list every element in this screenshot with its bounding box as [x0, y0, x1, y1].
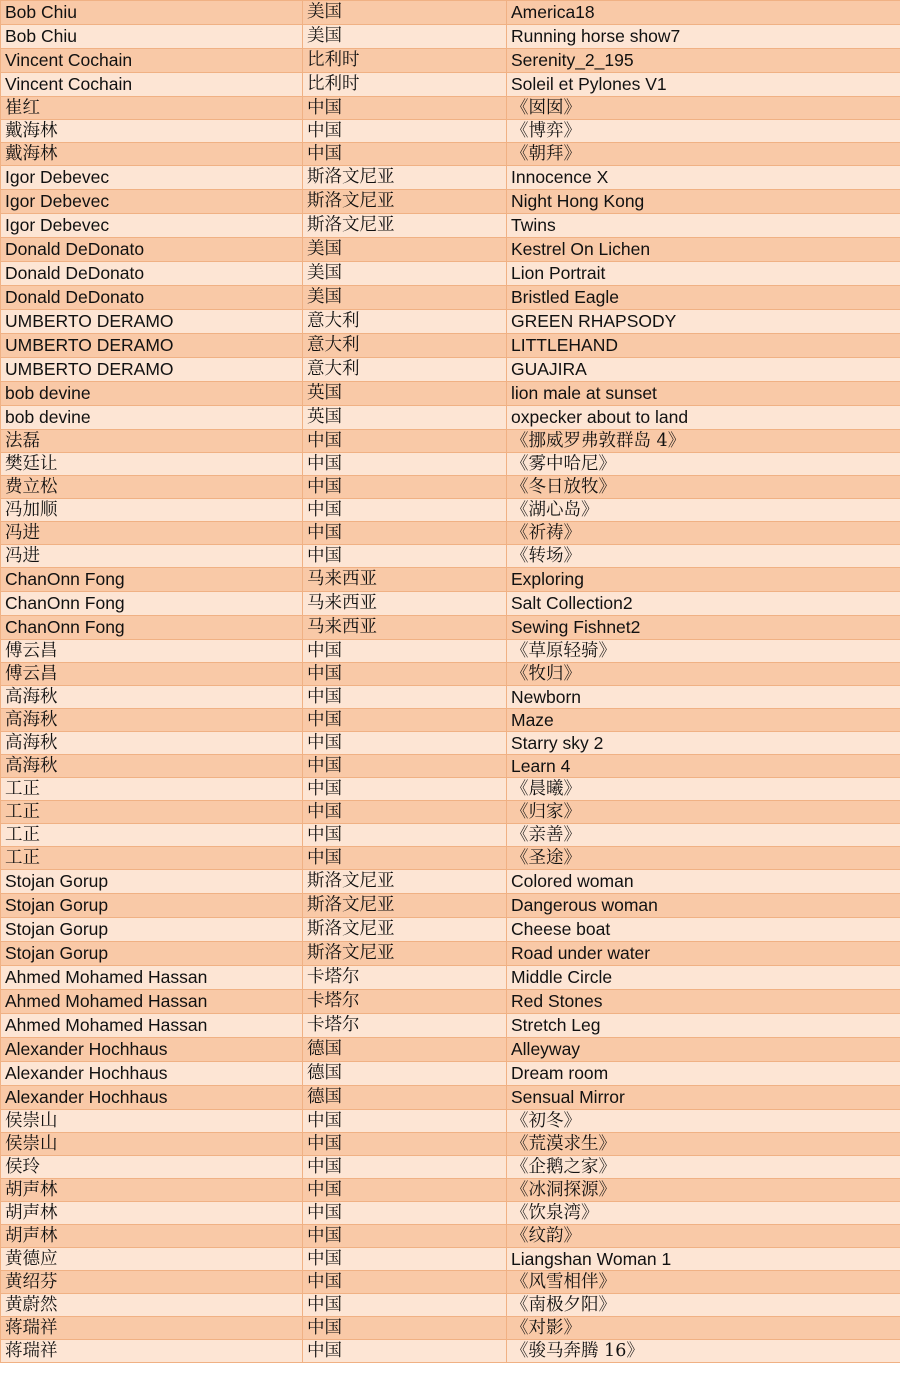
- title-cell: 《牧归》: [507, 663, 900, 686]
- author-cell: 傅云昌: [1, 640, 303, 663]
- title-cell: 《草原轻骑》: [507, 640, 900, 663]
- author-cell: Alexander Hochhaus: [1, 1086, 303, 1110]
- country-cell: 德国: [303, 1038, 507, 1062]
- country-cell: 美国: [303, 262, 507, 286]
- table-row: [1, 545, 900, 568]
- table-row: [1, 1294, 900, 1317]
- table-row: [1, 1225, 900, 1248]
- author-cell: Vincent Cochain: [1, 49, 303, 73]
- title-cell: Maze: [507, 709, 900, 732]
- title-cell: 《纹韵》: [507, 1225, 900, 1248]
- author-cell: 工正: [1, 824, 303, 847]
- table-row: [1, 1179, 900, 1202]
- country-cell: 卡塔尔: [303, 990, 507, 1014]
- author-cell: Donald DeDonato: [1, 286, 303, 310]
- table-row: [1, 755, 900, 778]
- country-cell: 中国: [303, 476, 507, 499]
- table-row: [1, 1156, 900, 1179]
- country-cell: 中国: [303, 1248, 507, 1271]
- country-cell: 中国: [303, 1340, 507, 1363]
- author-cell: Igor Debevec: [1, 190, 303, 214]
- author-cell: 蒋瑞祥: [1, 1317, 303, 1340]
- title-cell: GUAJIRA: [507, 358, 900, 382]
- table-row: [1, 97, 900, 120]
- author-cell: 傅云昌: [1, 663, 303, 686]
- title-cell: Colored woman: [507, 870, 900, 894]
- title-cell: 《荒漠求生》: [507, 1133, 900, 1156]
- title-cell: 《湖心岛》: [507, 499, 900, 522]
- country-cell: 意大利: [303, 310, 507, 334]
- table-row: [1, 476, 900, 499]
- country-cell: 中国: [303, 1202, 507, 1225]
- country-cell: 中国: [303, 1225, 507, 1248]
- country-cell: 中国: [303, 801, 507, 824]
- title-cell: 《骏马奔腾 16》: [507, 1340, 900, 1363]
- country-cell: 英国: [303, 382, 507, 406]
- author-cell: 冯进: [1, 522, 303, 545]
- title-cell: 《晨曦》: [507, 778, 900, 801]
- title-cell: oxpecker about to land: [507, 406, 900, 430]
- author-cell: 胡声林: [1, 1225, 303, 1248]
- table-row: [1, 262, 900, 286]
- country-cell: 中国: [303, 1294, 507, 1317]
- table-row: [1, 801, 900, 824]
- title-cell: Exploring: [507, 568, 900, 592]
- country-cell: 中国: [303, 120, 507, 143]
- country-cell: 中国: [303, 847, 507, 870]
- country-cell: 意大利: [303, 358, 507, 382]
- author-cell: 樊廷让: [1, 453, 303, 476]
- table-row: [1, 1086, 900, 1110]
- author-cell: 侯崇山: [1, 1110, 303, 1133]
- title-cell: 《企鹅之家》: [507, 1156, 900, 1179]
- table-row: [1, 990, 900, 1014]
- table-row: [1, 1271, 900, 1294]
- table-row: [1, 25, 900, 49]
- country-cell: 中国: [303, 453, 507, 476]
- country-cell: 斯洛文尼亚: [303, 190, 507, 214]
- country-cell: 斯洛文尼亚: [303, 214, 507, 238]
- title-cell: Stretch Leg: [507, 1014, 900, 1038]
- table-row: [1, 847, 900, 870]
- country-cell: 中国: [303, 1133, 507, 1156]
- table-row: [1, 522, 900, 545]
- author-cell: 胡声林: [1, 1179, 303, 1202]
- table-row: [1, 1317, 900, 1340]
- title-cell: lion male at sunset: [507, 382, 900, 406]
- country-cell: 中国: [303, 755, 507, 778]
- author-cell: Stojan Gorup: [1, 918, 303, 942]
- author-cell: bob devine: [1, 406, 303, 430]
- country-cell: 马来西亚: [303, 568, 507, 592]
- table-row: [1, 190, 900, 214]
- country-cell: 美国: [303, 286, 507, 310]
- author-cell: ChanOnn Fong: [1, 592, 303, 616]
- author-cell: UMBERTO DERAMO: [1, 310, 303, 334]
- table-row: [1, 1, 900, 25]
- country-cell: 马来西亚: [303, 616, 507, 640]
- table-row: [1, 918, 900, 942]
- country-cell: 斯洛文尼亚: [303, 894, 507, 918]
- country-cell: 中国: [303, 732, 507, 755]
- table-row: [1, 663, 900, 686]
- table-row: [1, 732, 900, 755]
- title-cell: Kestrel On Lichen: [507, 238, 900, 262]
- country-cell: 德国: [303, 1062, 507, 1086]
- author-cell: Donald DeDonato: [1, 262, 303, 286]
- title-cell: Soleil et Pylones V1: [507, 73, 900, 97]
- title-cell: Innocence X: [507, 166, 900, 190]
- table-row: [1, 1014, 900, 1038]
- author-cell: Vincent Cochain: [1, 73, 303, 97]
- title-cell: Dream room: [507, 1062, 900, 1086]
- title-cell: 《雾中哈尼》: [507, 453, 900, 476]
- table-row: [1, 824, 900, 847]
- country-cell: 中国: [303, 640, 507, 663]
- table-row: [1, 870, 900, 894]
- title-cell: 《冰洞探源》: [507, 1179, 900, 1202]
- author-cell: 高海秋: [1, 709, 303, 732]
- table-row: [1, 640, 900, 663]
- author-cell: Stojan Gorup: [1, 894, 303, 918]
- author-cell: Stojan Gorup: [1, 942, 303, 966]
- author-cell: 侯玲: [1, 1156, 303, 1179]
- table-row: [1, 73, 900, 97]
- author-cell: Alexander Hochhaus: [1, 1062, 303, 1086]
- table-row: [1, 778, 900, 801]
- title-cell: Sewing Fishnet2: [507, 616, 900, 640]
- table-row: [1, 453, 900, 476]
- country-cell: 美国: [303, 1, 507, 25]
- country-cell: 中国: [303, 1179, 507, 1202]
- table-row: [1, 686, 900, 709]
- author-cell: Ahmed Mohamed Hassan: [1, 966, 303, 990]
- country-cell: 中国: [303, 522, 507, 545]
- table-row: [1, 334, 900, 358]
- author-cell: Ahmed Mohamed Hassan: [1, 990, 303, 1014]
- table-row: [1, 499, 900, 522]
- author-cell: 法磊: [1, 430, 303, 453]
- title-cell: Twins: [507, 214, 900, 238]
- author-cell: 侯崇山: [1, 1133, 303, 1156]
- title-cell: 《转场》: [507, 545, 900, 568]
- table-row: [1, 430, 900, 453]
- table-row: [1, 1062, 900, 1086]
- country-cell: 中国: [303, 824, 507, 847]
- title-cell: Salt Collection2: [507, 592, 900, 616]
- author-cell: 黄德应: [1, 1248, 303, 1271]
- country-cell: 中国: [303, 709, 507, 732]
- author-cell: 工正: [1, 801, 303, 824]
- table-row: [1, 49, 900, 73]
- country-cell: 美国: [303, 238, 507, 262]
- title-cell: 《囡囡》: [507, 97, 900, 120]
- country-cell: 比利时: [303, 73, 507, 97]
- table-row: [1, 1340, 900, 1363]
- author-cell: ChanOnn Fong: [1, 616, 303, 640]
- author-cell: 费立松: [1, 476, 303, 499]
- author-cell: 黄绍芬: [1, 1271, 303, 1294]
- entries-table-body: [1, 1, 900, 1363]
- title-cell: Starry sky 2: [507, 732, 900, 755]
- author-cell: 戴海林: [1, 120, 303, 143]
- table-row: [1, 382, 900, 406]
- author-cell: Alexander Hochhaus: [1, 1038, 303, 1062]
- author-cell: 蒋瑞祥: [1, 1340, 303, 1363]
- country-cell: 中国: [303, 1156, 507, 1179]
- table-row: [1, 143, 900, 166]
- title-cell: Dangerous woman: [507, 894, 900, 918]
- title-cell: 《对影》: [507, 1317, 900, 1340]
- table-row: [1, 592, 900, 616]
- author-cell: 工正: [1, 778, 303, 801]
- title-cell: 《南极夕阳》: [507, 1294, 900, 1317]
- title-cell: Serenity_2_195: [507, 49, 900, 73]
- author-cell: 戴海林: [1, 143, 303, 166]
- author-cell: 冯进: [1, 545, 303, 568]
- author-cell: Stojan Gorup: [1, 870, 303, 894]
- title-cell: Middle Circle: [507, 966, 900, 990]
- title-cell: 《饮泉湾》: [507, 1202, 900, 1225]
- country-cell: 卡塔尔: [303, 1014, 507, 1038]
- table-row: [1, 286, 900, 310]
- country-cell: 斯洛文尼亚: [303, 166, 507, 190]
- author-cell: 胡声林: [1, 1202, 303, 1225]
- author-cell: UMBERTO DERAMO: [1, 358, 303, 382]
- title-cell: Liangshan Woman 1: [507, 1248, 900, 1271]
- table-row: [1, 894, 900, 918]
- author-cell: Igor Debevec: [1, 214, 303, 238]
- country-cell: 中国: [303, 143, 507, 166]
- table-row: [1, 310, 900, 334]
- title-cell: Road under water: [507, 942, 900, 966]
- country-cell: 中国: [303, 499, 507, 522]
- country-cell: 斯洛文尼亚: [303, 870, 507, 894]
- title-cell: Learn 4: [507, 755, 900, 778]
- table-row: [1, 942, 900, 966]
- country-cell: 德国: [303, 1086, 507, 1110]
- table-row: [1, 709, 900, 732]
- country-cell: 中国: [303, 778, 507, 801]
- table-row: [1, 1110, 900, 1133]
- country-cell: 意大利: [303, 334, 507, 358]
- author-cell: 冯加顺: [1, 499, 303, 522]
- country-cell: 英国: [303, 406, 507, 430]
- title-cell: America18: [507, 1, 900, 25]
- title-cell: Running horse show7: [507, 25, 900, 49]
- table-row: [1, 238, 900, 262]
- title-cell: 《朝拜》: [507, 143, 900, 166]
- country-cell: 马来西亚: [303, 592, 507, 616]
- table-row: [1, 358, 900, 382]
- country-cell: 中国: [303, 1271, 507, 1294]
- title-cell: Sensual Mirror: [507, 1086, 900, 1110]
- author-cell: Bob Chiu: [1, 25, 303, 49]
- title-cell: GREEN RHAPSODY: [507, 310, 900, 334]
- author-cell: UMBERTO DERAMO: [1, 334, 303, 358]
- country-cell: 中国: [303, 1317, 507, 1340]
- title-cell: 《挪威罗弗敦群岛 4》: [507, 430, 900, 453]
- author-cell: 黄蔚然: [1, 1294, 303, 1317]
- country-cell: 斯洛文尼亚: [303, 942, 507, 966]
- title-cell: LITTLEHAND: [507, 334, 900, 358]
- author-cell: Donald DeDonato: [1, 238, 303, 262]
- table-row: [1, 616, 900, 640]
- author-cell: Igor Debevec: [1, 166, 303, 190]
- title-cell: 《祈祷》: [507, 522, 900, 545]
- author-cell: 高海秋: [1, 732, 303, 755]
- author-cell: bob devine: [1, 382, 303, 406]
- author-cell: ChanOnn Fong: [1, 568, 303, 592]
- title-cell: Newborn: [507, 686, 900, 709]
- table-row: [1, 1202, 900, 1225]
- title-cell: 《圣途》: [507, 847, 900, 870]
- title-cell: 《博弈》: [507, 120, 900, 143]
- table-row: [1, 166, 900, 190]
- table-row: [1, 1248, 900, 1271]
- table-row: [1, 966, 900, 990]
- title-cell: 《初冬》: [507, 1110, 900, 1133]
- title-cell: 《归家》: [507, 801, 900, 824]
- author-cell: 崔红: [1, 97, 303, 120]
- table-row: [1, 568, 900, 592]
- country-cell: 中国: [303, 1110, 507, 1133]
- country-cell: 中国: [303, 663, 507, 686]
- title-cell: Alleyway: [507, 1038, 900, 1062]
- table-row: [1, 214, 900, 238]
- author-cell: 工正: [1, 847, 303, 870]
- table-row: [1, 120, 900, 143]
- author-cell: 高海秋: [1, 755, 303, 778]
- author-cell: 高海秋: [1, 686, 303, 709]
- title-cell: Bristled Eagle: [507, 286, 900, 310]
- table-row: [1, 1038, 900, 1062]
- country-cell: 斯洛文尼亚: [303, 918, 507, 942]
- title-cell: Night Hong Kong: [507, 190, 900, 214]
- table-row: [1, 1133, 900, 1156]
- author-cell: Bob Chiu: [1, 1, 303, 25]
- title-cell: 《冬日放牧》: [507, 476, 900, 499]
- author-cell: Ahmed Mohamed Hassan: [1, 1014, 303, 1038]
- country-cell: 中国: [303, 430, 507, 453]
- country-cell: 中国: [303, 686, 507, 709]
- country-cell: 中国: [303, 97, 507, 120]
- country-cell: 中国: [303, 545, 507, 568]
- title-cell: Lion Portrait: [507, 262, 900, 286]
- table-row: [1, 406, 900, 430]
- title-cell: 《风雪相伴》: [507, 1271, 900, 1294]
- title-cell: Cheese boat: [507, 918, 900, 942]
- country-cell: 卡塔尔: [303, 966, 507, 990]
- country-cell: 比利时: [303, 49, 507, 73]
- title-cell: Red Stones: [507, 990, 900, 1014]
- country-cell: 美国: [303, 25, 507, 49]
- title-cell: 《亲善》: [507, 824, 900, 847]
